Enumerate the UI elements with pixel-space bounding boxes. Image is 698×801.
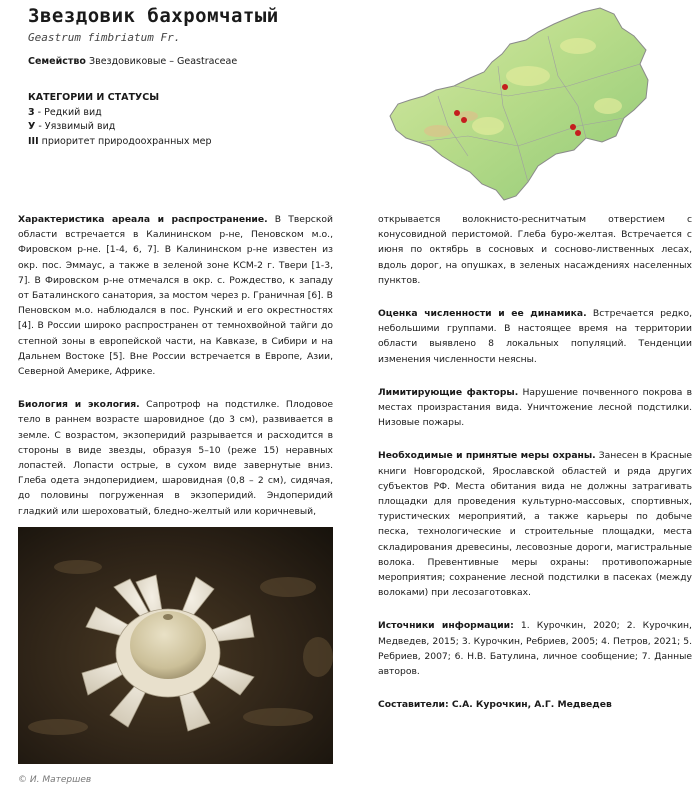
limiting-section: [378, 385, 692, 431]
category-text: приоритет природоохранных мер: [38, 135, 212, 147]
species-photo: [18, 527, 333, 764]
record-marker: [461, 117, 467, 123]
categories-heading: КАТЕГОРИИ И СТАТУСЫ: [28, 92, 160, 103]
measures-section: [378, 448, 692, 600]
category-text: - Редкий вид: [34, 106, 102, 118]
family-value: Звездовиковые – Geastraceae: [89, 56, 238, 67]
range-heading: Характеристика ареала и распространение.: [18, 214, 268, 225]
abundance-heading: Оценка численности и ее динамика.: [378, 308, 587, 320]
record-marker: [575, 130, 581, 136]
endoperidium: [130, 611, 206, 679]
limiting-text: Нарушение почвенного покрова в местах произрастания вида. Уничтожение лесной подстилки. Низовые пожары.: [378, 386, 692, 429]
record-marker: [502, 84, 508, 90]
abundance-section: [378, 306, 692, 367]
species-title: Звездовик бахромчатый: [28, 5, 279, 27]
sources-section: [378, 618, 692, 679]
biology-text: Сапротроф на подстилке. Плодовое тело в раннем возрасте шаровидное (до 3 см), развивается в земле. С возрастом, экзоперидий разрывается и расходится в стороны в виде звезды, образуя 5–10 (реже 15) неравных лопастей. Лопасти острые, в сухом виде завернутые вниз. Глеба одета эндоперидием, шаровидная (0,8 – 2 см), сидячая, до половины погруженная в экзоперидий. Эндоперидий гладкий или шероховатый, бледно-желтый или коричневый,: [18, 399, 333, 517]
sources-text: 1. Курочкин, 2020; 2. Курочкин, Медведев, 2015; 3. Курочкин, Ребриев, 2005; 4. Петров, 2021; 5. Ребриев, 2007; 6. Н.В. Батулина, личное сообщение; 7. Данные авторов.: [378, 620, 692, 678]
biology-heading: Биология и экология.: [18, 399, 140, 411]
left-column: [18, 212, 333, 519]
authors-line: Составители: С.А. Курочкин, А.Г. Медведев: [378, 699, 612, 711]
photo-credit: © И. Матершев: [18, 775, 92, 785]
abundance-text: Встречается редко, небольшими группами. В настоящее время на территории области выявлено 8 локальных популяций. Тенденции изменения численности неясны.: [378, 308, 692, 365]
category-code: 3: [28, 106, 35, 118]
category-text: - Уязвимый вид: [35, 121, 116, 132]
biology-continued: открывается волокнисто-реснитчатым отверстием с конусовидной перистомой. Глеба буро-желтая. Встречается с июня по октябрь в сосновых и сосново-лиственных лесах, вдоль дорог, на опушках, в зеленых насаждениях населенных пунктов.: [378, 214, 692, 286]
measures-heading: Необходимые и принятые меры охраны.: [378, 450, 596, 462]
category-item: [28, 135, 212, 150]
measures-text: Занесен в Красные книги Новгородской, Ярославской областей и ряда других субъектов РФ. Места обитания вида не должны затрагивать площадки для проведения культурно-массовых, спортивных, туристических мероприятий, а также карьеры по добыче песка, технологические и строительные площадки, места складирования древесины, лесовозные дороги, магистральные волока. Превентивные меры охраны: противопожарные мероприятия; сохранение лесной подстилки в пасеках (между волоками) при лесозаготовках.: [378, 450, 692, 599]
category-item: [28, 106, 212, 121]
category-item: [28, 120, 212, 135]
latin-name: Geastrum fimbriatum Fr.: [28, 31, 181, 44]
categories-block: [28, 91, 212, 149]
distribution-map: [378, 6, 653, 202]
family-line: [28, 56, 237, 67]
range-section: [18, 212, 333, 379]
peristome: [163, 614, 173, 620]
sources-heading: Источники информации:: [378, 620, 514, 632]
category-code: III: [28, 135, 39, 147]
family-label: Семейство: [28, 56, 86, 67]
record-marker: [570, 124, 576, 130]
right-column: [378, 212, 692, 712]
range-text: В Тверской области встречается в Калининском р-не, Пеновском м.о., Фировском р-не. [1-4, 6, 7]. В Калининском р-не известен из окр. пос. Эммаус, а также в зеленой зоне КСМ-2 г. Твери [1-3, 7]. В Фировском р-не отмечался в окр. с. Рождество, к западу от Баталинского санатория, за мостом через р. Граничная [6]. В Пеновском м.о. наблюдался в пос. Рунский и его окрестностях [4]. В России широко распространен от темнохвойной тайги до степной зоны в европейской части, на Кавказе, в Сибири и на Дальнем Востоке [5]. Вне России встречается в Европе, Азии, Северной Америке, Африке.: [18, 214, 333, 378]
record-marker: [454, 110, 460, 116]
limiting-heading: Лимитирующие факторы.: [378, 386, 519, 398]
biology-section: [18, 397, 333, 519]
category-code: У: [28, 121, 36, 132]
